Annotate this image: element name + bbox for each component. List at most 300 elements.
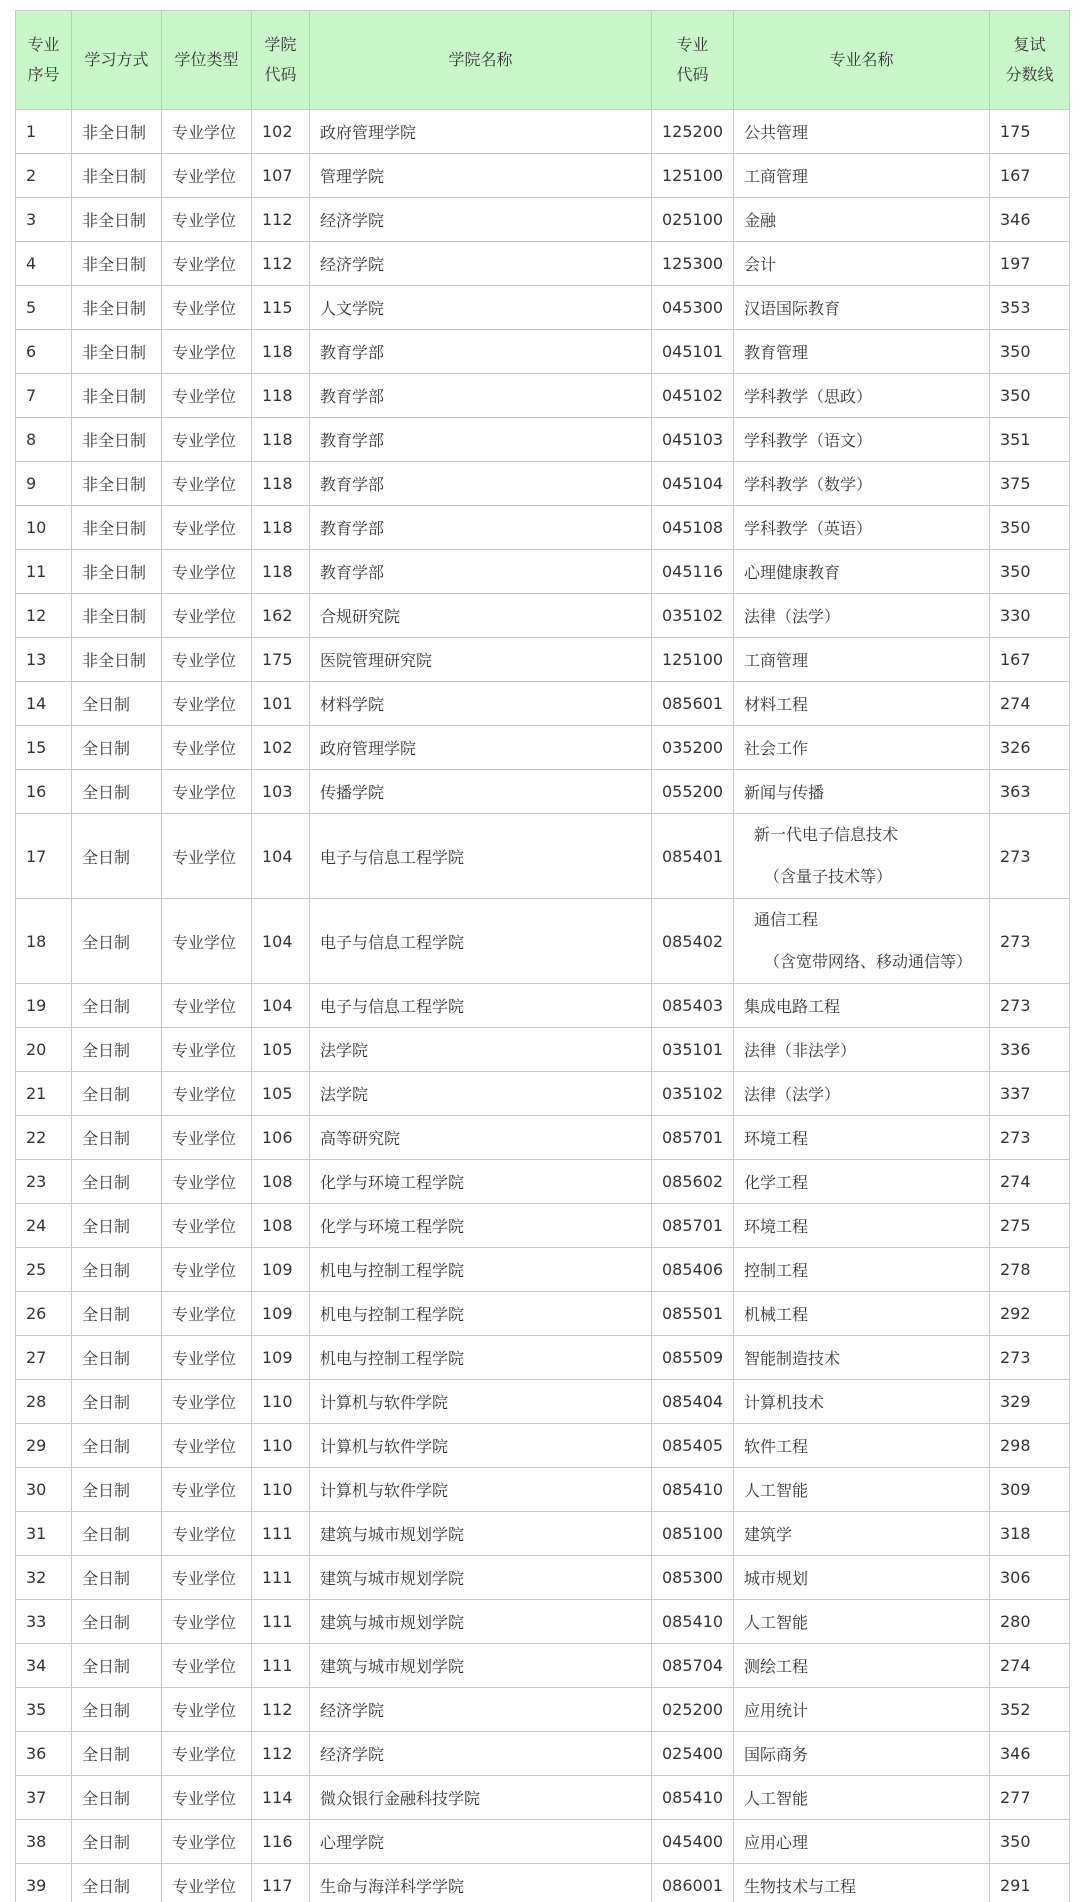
cell-score: 273	[990, 1336, 1070, 1380]
cell-study-mode: 全日制	[72, 1116, 162, 1160]
header-college-code-line2: 代码	[264, 65, 297, 84]
cell-degree-type: 专业学位	[162, 1688, 252, 1732]
cell-major-code: 125300	[652, 242, 734, 286]
table-row	[16, 1380, 1070, 1424]
cell-college-name: 计算机与软件学院	[310, 1424, 652, 1468]
header-major-code-line1: 专业	[676, 35, 709, 54]
table-row	[16, 1160, 1070, 1204]
cell-score: 318	[990, 1512, 1070, 1556]
cell-seq: 6	[16, 330, 72, 374]
cell-seq: 26	[16, 1292, 72, 1336]
cell-college-name: 材料学院	[310, 682, 652, 726]
cell-major-code: 035200	[652, 726, 734, 770]
cell-score: 280	[990, 1600, 1070, 1644]
cell-study-mode: 非全日制	[72, 154, 162, 198]
cell-degree-type: 专业学位	[162, 1160, 252, 1204]
table-row	[16, 726, 1070, 770]
cell-study-mode: 全日制	[72, 899, 162, 984]
cell-major-code: 125100	[652, 638, 734, 682]
cell-degree-type: 专业学位	[162, 1424, 252, 1468]
cell-seq: 36	[16, 1732, 72, 1776]
cell-degree-type: 专业学位	[162, 154, 252, 198]
cell-study-mode: 全日制	[72, 1732, 162, 1776]
cell-seq: 3	[16, 198, 72, 242]
cell-score: 273	[990, 1116, 1070, 1160]
cell-college-name: 经济学院	[310, 1732, 652, 1776]
header-college-name: 学院名称	[310, 11, 652, 110]
cell-study-mode: 非全日制	[72, 110, 162, 154]
cell-major-code: 045116	[652, 550, 734, 594]
cell-study-mode: 全日制	[72, 1160, 162, 1204]
cell-college-name: 计算机与软件学院	[310, 1468, 652, 1512]
cell-college-name: 医院管理研究院	[310, 638, 652, 682]
cell-college-name: 机电与控制工程学院	[310, 1292, 652, 1336]
cell-major-name: 人工智能	[734, 1776, 990, 1820]
cell-college-code: 112	[252, 1732, 310, 1776]
cell-study-mode: 非全日制	[72, 198, 162, 242]
cell-major-name: 环境工程	[734, 1116, 990, 1160]
major-name-line: （含量子技术等）	[764, 867, 893, 886]
cell-college-code: 111	[252, 1644, 310, 1688]
cell-score: 167	[990, 154, 1070, 198]
table-row	[16, 1072, 1070, 1116]
table-row	[16, 374, 1070, 418]
cell-study-mode: 全日制	[72, 814, 162, 899]
table-row	[16, 1776, 1070, 1820]
cell-college-code: 118	[252, 374, 310, 418]
cell-college-code: 104	[252, 984, 310, 1028]
cell-score: 274	[990, 1160, 1070, 1204]
cell-major-name: 机械工程	[734, 1292, 990, 1336]
header-score	[990, 11, 1070, 110]
table-row	[16, 1028, 1070, 1072]
cell-college-code: 105	[252, 1072, 310, 1116]
cell-score: 278	[990, 1248, 1070, 1292]
cell-score: 346	[990, 1732, 1070, 1776]
cell-college-code: 109	[252, 1336, 310, 1380]
cell-seq: 7	[16, 374, 72, 418]
table-row	[16, 1820, 1070, 1864]
cell-degree-type: 专业学位	[162, 1292, 252, 1336]
cell-college-code: 104	[252, 814, 310, 899]
cell-major-name: 工商管理	[734, 154, 990, 198]
header-degree-type: 学位类型	[162, 11, 252, 110]
table-row	[16, 984, 1070, 1028]
cell-degree-type: 专业学位	[162, 1380, 252, 1424]
cell-major-name: 生物技术与工程	[734, 1864, 990, 1902]
cell-score: 350	[990, 1820, 1070, 1864]
cell-college-name: 机电与控制工程学院	[310, 1336, 652, 1380]
cell-degree-type: 专业学位	[162, 1468, 252, 1512]
table-row	[16, 1424, 1070, 1468]
cell-major-name: 学科教学（思政）	[734, 374, 990, 418]
cell-major-name: 会计	[734, 242, 990, 286]
cell-score: 375	[990, 462, 1070, 506]
table-row	[16, 1248, 1070, 1292]
cell-major-name: 建筑学	[734, 1512, 990, 1556]
header-major-name: 专业名称	[734, 11, 990, 110]
cell-seq: 4	[16, 242, 72, 286]
table-row	[16, 154, 1070, 198]
cell-college-code: 102	[252, 726, 310, 770]
cell-study-mode: 全日制	[72, 1204, 162, 1248]
cell-college-code: 118	[252, 418, 310, 462]
cell-degree-type: 专业学位	[162, 242, 252, 286]
cell-seq: 12	[16, 594, 72, 638]
cell-score: 274	[990, 682, 1070, 726]
cell-major-code: 045103	[652, 418, 734, 462]
cell-major-name: 社会工作	[734, 726, 990, 770]
cell-study-mode: 全日制	[72, 1600, 162, 1644]
cell-major-code: 085401	[652, 814, 734, 899]
cell-degree-type: 专业学位	[162, 1512, 252, 1556]
cell-major-name: 计算机技术	[734, 1380, 990, 1424]
cell-college-code: 102	[252, 110, 310, 154]
cell-major-code: 035101	[652, 1028, 734, 1072]
cell-degree-type: 专业学位	[162, 814, 252, 899]
cell-major-name: 学科教学（英语）	[734, 506, 990, 550]
cell-major-name: 软件工程	[734, 1424, 990, 1468]
cell-college-name: 经济学院	[310, 1688, 652, 1732]
cell-college-code: 115	[252, 286, 310, 330]
cell-seq: 18	[16, 899, 72, 984]
cell-score: 337	[990, 1072, 1070, 1116]
cell-college-name: 化学与环境工程学院	[310, 1160, 652, 1204]
cell-college-name: 教育学部	[310, 550, 652, 594]
cell-study-mode: 全日制	[72, 682, 162, 726]
cell-score: 330	[990, 594, 1070, 638]
cell-college-code: 106	[252, 1116, 310, 1160]
cell-college-code: 101	[252, 682, 310, 726]
table-row	[16, 1512, 1070, 1556]
cell-seq: 27	[16, 1336, 72, 1380]
cell-study-mode: 全日制	[72, 1468, 162, 1512]
cell-major-name: 控制工程	[734, 1248, 990, 1292]
table-row	[16, 242, 1070, 286]
cell-major-code: 025400	[652, 1732, 734, 1776]
cell-degree-type: 专业学位	[162, 726, 252, 770]
cell-seq: 2	[16, 154, 72, 198]
cell-major-code: 085410	[652, 1600, 734, 1644]
cell-college-code: 118	[252, 506, 310, 550]
cell-seq: 39	[16, 1864, 72, 1902]
cell-major-name: 法律（法学）	[734, 594, 990, 638]
cell-degree-type: 专业学位	[162, 110, 252, 154]
table-row	[16, 1468, 1070, 1512]
cell-college-name: 高等研究院	[310, 1116, 652, 1160]
cell-major-name: 应用统计	[734, 1688, 990, 1732]
cell-college-name: 建筑与城市规划学院	[310, 1512, 652, 1556]
cell-college-name: 管理学院	[310, 154, 652, 198]
cell-seq: 37	[16, 1776, 72, 1820]
cell-seq: 38	[16, 1820, 72, 1864]
cell-study-mode: 全日制	[72, 1556, 162, 1600]
cell-major-code: 085601	[652, 682, 734, 726]
table-row	[16, 550, 1070, 594]
cell-score: 336	[990, 1028, 1070, 1072]
cell-college-name: 政府管理学院	[310, 726, 652, 770]
cell-seq: 14	[16, 682, 72, 726]
cell-major-code: 085405	[652, 1424, 734, 1468]
cell-college-code: 112	[252, 198, 310, 242]
cell-college-name: 化学与环境工程学院	[310, 1204, 652, 1248]
table-row	[16, 814, 1070, 899]
cell-score: 329	[990, 1380, 1070, 1424]
major-name-line: （含宽带网络、移动通信等）	[764, 952, 973, 971]
cell-major-name: 学科教学（数学）	[734, 462, 990, 506]
header-major-code-line2: 代码	[676, 65, 709, 84]
table-body	[16, 110, 1070, 1902]
cell-degree-type: 专业学位	[162, 1072, 252, 1116]
cell-degree-type: 专业学位	[162, 418, 252, 462]
cell-college-name: 微众银行金融科技学院	[310, 1776, 652, 1820]
cell-college-code: 111	[252, 1512, 310, 1556]
cell-degree-type: 专业学位	[162, 1116, 252, 1160]
table-row	[16, 638, 1070, 682]
cell-college-name: 建筑与城市规划学院	[310, 1644, 652, 1688]
cell-study-mode: 全日制	[72, 1292, 162, 1336]
header-score-line1: 复试	[1013, 35, 1046, 54]
cell-major-name: 智能制造技术	[734, 1336, 990, 1380]
cell-seq: 11	[16, 550, 72, 594]
cell-degree-type: 专业学位	[162, 1600, 252, 1644]
cell-college-name: 经济学院	[310, 242, 652, 286]
cell-major-name: 心理健康教育	[734, 550, 990, 594]
cell-major-name: 法律（非法学）	[734, 1028, 990, 1072]
cell-seq: 17	[16, 814, 72, 899]
cell-seq: 13	[16, 638, 72, 682]
score-table	[15, 10, 1070, 1902]
table-row	[16, 198, 1070, 242]
cell-score: 273	[990, 814, 1070, 899]
cell-major-code: 045104	[652, 462, 734, 506]
cell-seq: 29	[16, 1424, 72, 1468]
header-seq-line2: 序号	[27, 65, 60, 84]
cell-degree-type: 专业学位	[162, 506, 252, 550]
cell-seq: 8	[16, 418, 72, 462]
cell-study-mode: 非全日制	[72, 286, 162, 330]
cell-study-mode: 全日制	[72, 726, 162, 770]
cell-college-name: 教育学部	[310, 506, 652, 550]
cell-seq: 33	[16, 1600, 72, 1644]
cell-degree-type: 专业学位	[162, 462, 252, 506]
cell-seq: 35	[16, 1688, 72, 1732]
cell-major-code: 085701	[652, 1116, 734, 1160]
cell-degree-type: 专业学位	[162, 286, 252, 330]
table-row	[16, 1732, 1070, 1776]
cell-degree-type: 专业学位	[162, 330, 252, 374]
cell-seq: 25	[16, 1248, 72, 1292]
cell-score: 175	[990, 110, 1070, 154]
cell-major-code: 085704	[652, 1644, 734, 1688]
table-row	[16, 1556, 1070, 1600]
cell-score: 353	[990, 286, 1070, 330]
cell-major-code: 045400	[652, 1820, 734, 1864]
cell-major-name: 学科教学（语文）	[734, 418, 990, 462]
cell-seq: 22	[16, 1116, 72, 1160]
cell-score: 167	[990, 638, 1070, 682]
cell-college-code: 109	[252, 1292, 310, 1336]
cell-degree-type: 专业学位	[162, 1776, 252, 1820]
cell-study-mode: 全日制	[72, 1380, 162, 1424]
table-row	[16, 330, 1070, 374]
cell-study-mode: 非全日制	[72, 462, 162, 506]
cell-college-name: 经济学院	[310, 198, 652, 242]
cell-study-mode: 全日制	[72, 1512, 162, 1556]
cell-degree-type: 专业学位	[162, 1248, 252, 1292]
cell-study-mode: 非全日制	[72, 374, 162, 418]
cell-college-code: 104	[252, 899, 310, 984]
cell-college-name: 传播学院	[310, 770, 652, 814]
cell-college-code: 108	[252, 1204, 310, 1248]
cell-score: 298	[990, 1424, 1070, 1468]
cell-study-mode: 非全日制	[72, 506, 162, 550]
cell-college-code: 162	[252, 594, 310, 638]
cell-seq: 31	[16, 1512, 72, 1556]
cell-study-mode: 全日制	[72, 1028, 162, 1072]
cell-major-name: 测绘工程	[734, 1644, 990, 1688]
cell-score: 309	[990, 1468, 1070, 1512]
cell-major-name	[734, 814, 990, 899]
cell-college-name: 教育学部	[310, 418, 652, 462]
cell-study-mode: 全日制	[72, 1820, 162, 1864]
cell-score: 274	[990, 1644, 1070, 1688]
cell-score: 277	[990, 1776, 1070, 1820]
cell-major-code: 125200	[652, 110, 734, 154]
cell-degree-type: 专业学位	[162, 1028, 252, 1072]
cell-study-mode: 非全日制	[72, 550, 162, 594]
cell-degree-type: 专业学位	[162, 374, 252, 418]
cell-study-mode: 非全日制	[72, 594, 162, 638]
cell-major-code: 045101	[652, 330, 734, 374]
cell-major-name: 人工智能	[734, 1600, 990, 1644]
cell-degree-type: 专业学位	[162, 1732, 252, 1776]
cell-major-code: 086001	[652, 1864, 734, 1902]
cell-major-code: 085403	[652, 984, 734, 1028]
major-name-line: 新一代电子信息技术	[754, 825, 899, 844]
cell-score: 350	[990, 550, 1070, 594]
cell-study-mode: 全日制	[72, 1776, 162, 1820]
table-row	[16, 286, 1070, 330]
cell-major-name: 工商管理	[734, 638, 990, 682]
cell-score: 273	[990, 899, 1070, 984]
cell-seq: 28	[16, 1380, 72, 1424]
cell-score: 350	[990, 506, 1070, 550]
cell-college-name: 电子与信息工程学院	[310, 899, 652, 984]
cell-college-name: 法学院	[310, 1028, 652, 1072]
table-row	[16, 462, 1070, 506]
table-row	[16, 1600, 1070, 1644]
cell-study-mode: 全日制	[72, 1864, 162, 1902]
cell-score: 306	[990, 1556, 1070, 1600]
cell-seq: 20	[16, 1028, 72, 1072]
cell-score: 292	[990, 1292, 1070, 1336]
cell-major-name: 城市规划	[734, 1556, 990, 1600]
cell-major-name	[734, 899, 990, 984]
cell-seq: 10	[16, 506, 72, 550]
cell-major-code: 085404	[652, 1380, 734, 1424]
cell-college-code: 108	[252, 1160, 310, 1204]
cell-major-name: 材料工程	[734, 682, 990, 726]
cell-seq: 9	[16, 462, 72, 506]
cell-college-name: 电子与信息工程学院	[310, 984, 652, 1028]
cell-score: 326	[990, 726, 1070, 770]
cell-score: 346	[990, 198, 1070, 242]
cell-degree-type: 专业学位	[162, 984, 252, 1028]
table-row	[16, 682, 1070, 726]
cell-college-name: 教育学部	[310, 462, 652, 506]
cell-score: 363	[990, 770, 1070, 814]
cell-seq: 24	[16, 1204, 72, 1248]
cell-study-mode: 全日制	[72, 1688, 162, 1732]
cell-college-code: 111	[252, 1556, 310, 1600]
cell-degree-type: 专业学位	[162, 638, 252, 682]
cell-major-name: 法律（法学）	[734, 1072, 990, 1116]
cell-seq: 30	[16, 1468, 72, 1512]
table-row	[16, 1204, 1070, 1248]
cell-major-code: 025200	[652, 1688, 734, 1732]
cell-major-code: 085100	[652, 1512, 734, 1556]
cell-college-code: 175	[252, 638, 310, 682]
cell-college-name: 心理学院	[310, 1820, 652, 1864]
header-study-mode: 学习方式	[72, 11, 162, 110]
cell-major-code: 025100	[652, 198, 734, 242]
cell-college-name: 建筑与城市规划学院	[310, 1556, 652, 1600]
cell-score: 352	[990, 1688, 1070, 1732]
cell-degree-type: 专业学位	[162, 682, 252, 726]
cell-college-name: 计算机与软件学院	[310, 1380, 652, 1424]
cell-college-name: 生命与海洋科学学院	[310, 1864, 652, 1902]
cell-college-code: 117	[252, 1864, 310, 1902]
cell-college-code: 109	[252, 1248, 310, 1292]
cell-college-code: 110	[252, 1468, 310, 1512]
cell-major-name: 化学工程	[734, 1160, 990, 1204]
cell-college-code: 116	[252, 1820, 310, 1864]
header-score-line2: 分数线	[1005, 65, 1054, 84]
header-college-code-line1: 学院	[264, 35, 297, 54]
cell-major-code: 085406	[652, 1248, 734, 1292]
table-row	[16, 1644, 1070, 1688]
cell-major-code: 035102	[652, 1072, 734, 1116]
table-header	[16, 11, 1070, 110]
cell-major-code: 085701	[652, 1204, 734, 1248]
cell-score: 275	[990, 1204, 1070, 1248]
cell-degree-type: 专业学位	[162, 1644, 252, 1688]
cell-major-name: 公共管理	[734, 110, 990, 154]
cell-study-mode: 全日制	[72, 984, 162, 1028]
cell-study-mode: 非全日制	[72, 242, 162, 286]
cell-major-code: 085410	[652, 1468, 734, 1512]
cell-seq: 5	[16, 286, 72, 330]
table-row	[16, 110, 1070, 154]
cell-seq: 15	[16, 726, 72, 770]
cell-college-name: 法学院	[310, 1072, 652, 1116]
cell-score: 273	[990, 984, 1070, 1028]
cell-degree-type: 专业学位	[162, 899, 252, 984]
header-row	[16, 11, 1070, 110]
cell-study-mode: 全日制	[72, 1336, 162, 1380]
cell-seq: 23	[16, 1160, 72, 1204]
cell-degree-type: 专业学位	[162, 1820, 252, 1864]
cell-study-mode: 全日制	[72, 1644, 162, 1688]
table-row	[16, 1864, 1070, 1902]
table-row	[16, 1116, 1070, 1160]
cell-major-code: 035102	[652, 594, 734, 638]
cell-degree-type: 专业学位	[162, 198, 252, 242]
cell-college-code: 112	[252, 242, 310, 286]
cell-degree-type: 专业学位	[162, 550, 252, 594]
cell-major-code: 055200	[652, 770, 734, 814]
